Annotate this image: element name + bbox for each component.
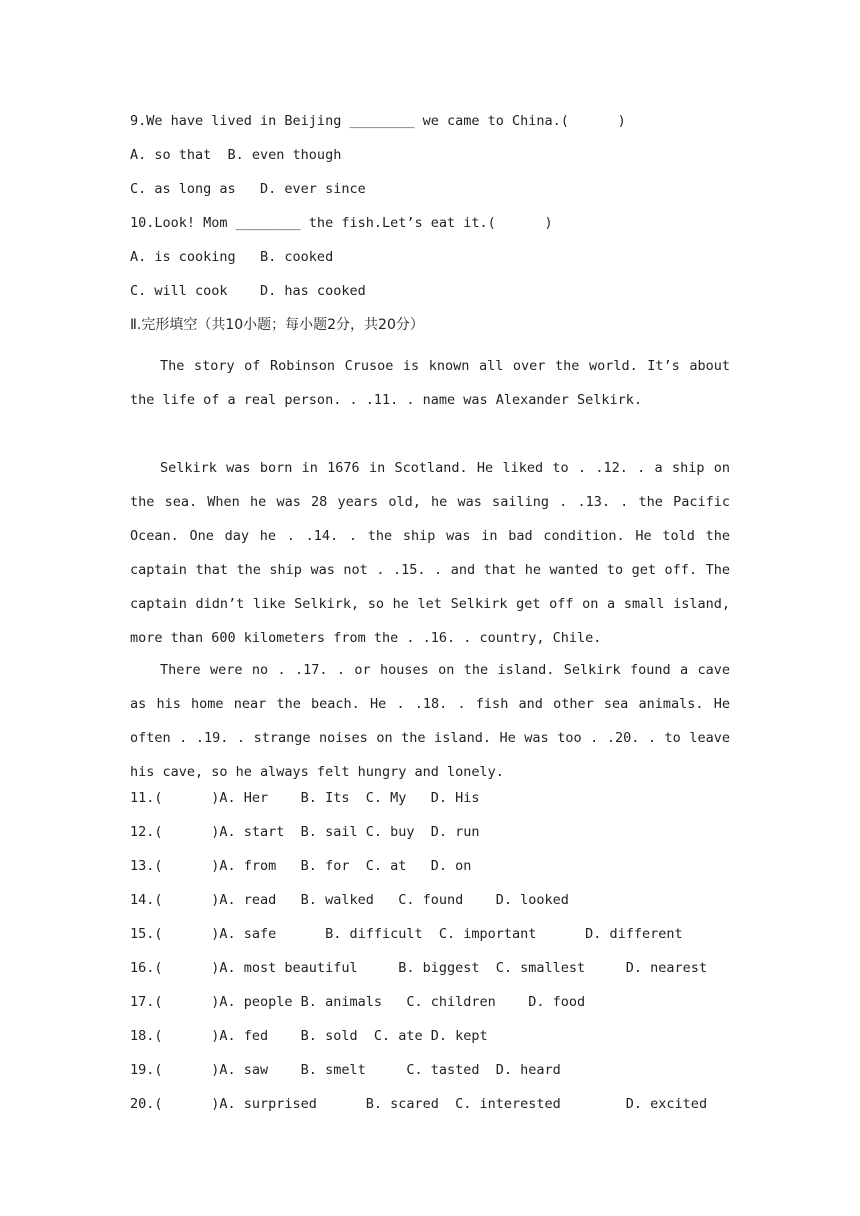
cloze-section-heading: Ⅱ.完形填空（共10小题；每小题2分，共20分） — [130, 317, 424, 333]
cloze-question-19: 19.( )A. saw B. smelt C. tasted D. heard — [130, 1062, 561, 1078]
question-10-options-ab: A. is cooking B. cooked — [130, 249, 334, 265]
question-9-stem: 9.We have lived in Beijing ________ we came to China.( ) — [130, 113, 626, 129]
cloze-question-20: 20.( )A. surprised B. scared C. interested D. excited — [130, 1096, 708, 1112]
question-9-options-cd: C. as long as D. ever since — [130, 181, 366, 197]
cloze-paragraph-1: The story of Robinson Crusoe is known all over the world. It’s about the life of a real person. . .11. . name was Alexander Selkirk. — [130, 358, 730, 408]
cloze-question-13: 13.( )A. from B. for C. at D. on — [130, 858, 472, 874]
cloze-question-15: 15.( )A. safe B. difficult C. important D. different — [130, 926, 683, 942]
cloze-question-11: 11.( )A. Her B. Its C. My D. His — [130, 790, 480, 806]
question-10-options-cd: C. will cook D. has cooked — [130, 283, 366, 299]
cloze-question-16: 16.( )A. most beautiful B. biggest C. smallest D. nearest — [130, 960, 708, 976]
question-9-options-ab: A. so that B. even though — [130, 147, 342, 163]
cloze-question-18: 18.( )A. fed B. sold C. ate D. kept — [130, 1028, 488, 1044]
cloze-question-12: 12.( )A. start B. sail C. buy D. run — [130, 824, 480, 840]
question-10-stem: 10.Look! Mom ________ the fish.Let’s eat it.( ) — [130, 215, 553, 231]
cloze-paragraph-2: Selkirk was born in 1676 in Scotland. He liked to . .12. . a ship on the sea. When he was 28 years old, he was sailing . .13. . the Pacific Ocean. One day he . .14. . the ship was in bad condition. He told the captain that the ship was not . .15. . and that he wanted to get off. The captain didn’t like Selkirk, so he let Selkirk get off on a small island, more than 600 kilometers from the . .16. . country, Chile. — [130, 460, 730, 646]
cloze-question-14: 14.( )A. read B. walked C. found D. looked — [130, 892, 569, 908]
cloze-question-17: 17.( )A. people B. animals C. children D. food — [130, 994, 586, 1010]
cloze-paragraph-3: There were no . .17. . or houses on the island. Selkirk found a cave as his home near the beach. He . .18. . fish and other sea animals. He often . .19. . strange noises on the island. He was too . .20. . to leave his cave, so he always felt hungry and lonely. — [130, 662, 730, 780]
